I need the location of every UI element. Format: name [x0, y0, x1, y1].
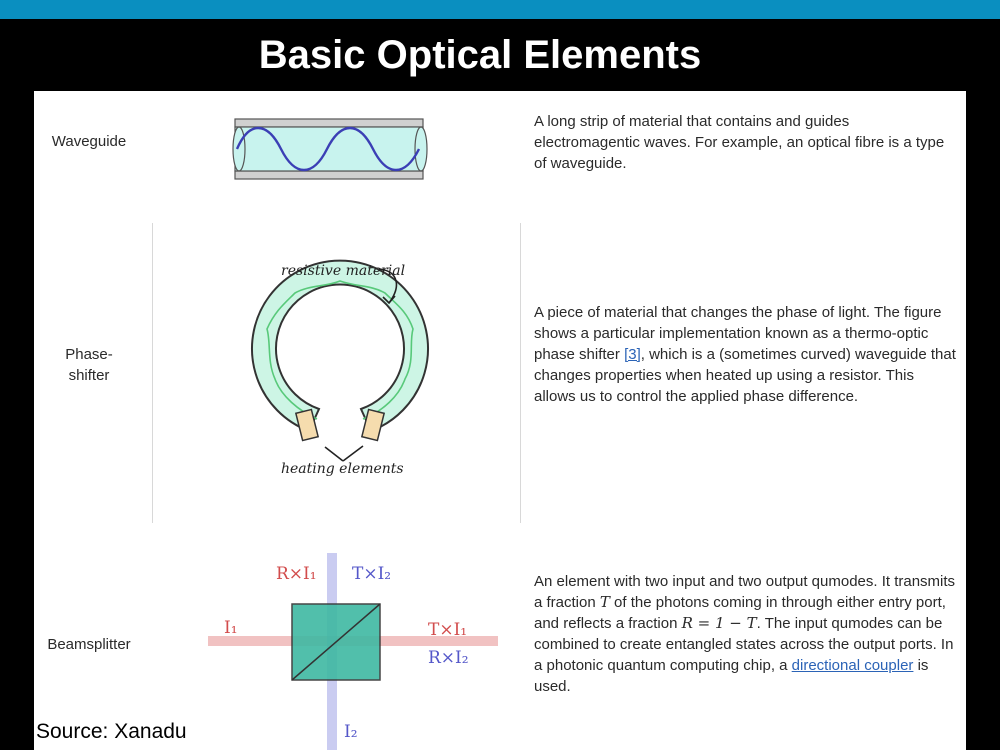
waveguide-label: Waveguide [51, 133, 127, 150]
annotation-resistive-material: resistive material [281, 263, 406, 279]
beamsplitter-description-part1: An element with two input and two output qumodes. It transmits a fraction [534, 573, 956, 611]
symbol-T: T [599, 593, 610, 611]
directional-coupler-link[interactable]: directional coupler [791, 657, 914, 674]
waveguide-diagram [229, 116, 429, 186]
divider-left [152, 223, 153, 523]
waveguide-end-left [233, 127, 245, 171]
waveguide-description: A long strip of material that contains and guides electromagentic waves. For example, an optical fibre is a type of waveguide. [534, 113, 945, 172]
phase-shifter-label-line2: shifter [68, 367, 110, 384]
beamsplitter-description-part3: . The input qumodes can be combined to create entangled states across the output ports. In a photonic quantum computing chip, a [534, 615, 954, 674]
phase-shifter-description-part2: , which is a (sometimes curved) waveguide that changes properties when heated up using a resistor. This allows us to control the applied phase difference. [534, 346, 956, 405]
waveguide-top-cladding [235, 119, 423, 127]
beamsplitter-description-part2: of the photons coming in through either entry port, and reflects a fraction [534, 594, 946, 632]
label-input-left: I₁ [224, 618, 238, 638]
label-reflected-top: R×I₁ [276, 564, 317, 584]
phase-shifter-diagram [239, 251, 454, 486]
label-transmitted-top: T×I₂ [352, 564, 392, 584]
waveguide-core [235, 127, 423, 171]
phase-shifter-description-part1: A piece of material that changes the phase of light. The figure shows a particular implementation known as a thermo-optic phase shifter [534, 304, 942, 363]
beamsplitter-description-part4: is used. [534, 657, 929, 695]
phase-shifter-label [34, 344, 144, 386]
annotation-heating-elements: heating elements [281, 461, 404, 477]
beamsplitter-description [534, 571, 959, 697]
equation-R: R = 1 − T [681, 614, 757, 632]
header-accent-bar [0, 0, 1000, 19]
reference-link-3[interactable]: [3] [624, 346, 641, 363]
beamsplitter-diagram [204, 549, 504, 750]
ring-waveguide [252, 261, 428, 431]
label-input-bottom: I₂ [344, 722, 358, 742]
slide-title: Basic Optical Elements [258, 33, 702, 77]
source-credit: Source: Xanadu [36, 720, 187, 743]
label-reflected-right: R×I₂ [428, 648, 469, 668]
phase-shifter-label-line1: Phase- [65, 346, 113, 363]
waveguide-end-right [415, 127, 427, 171]
content-panel [34, 91, 966, 750]
annotation-arrows-bottom [325, 446, 363, 461]
divider-right [520, 223, 521, 523]
waveguide-bottom-cladding [235, 171, 423, 179]
phase-shifter-description [534, 302, 959, 407]
label-transmitted-right: T×I₁ [428, 620, 468, 640]
beamsplitter-label: Beamsplitter [47, 636, 131, 653]
